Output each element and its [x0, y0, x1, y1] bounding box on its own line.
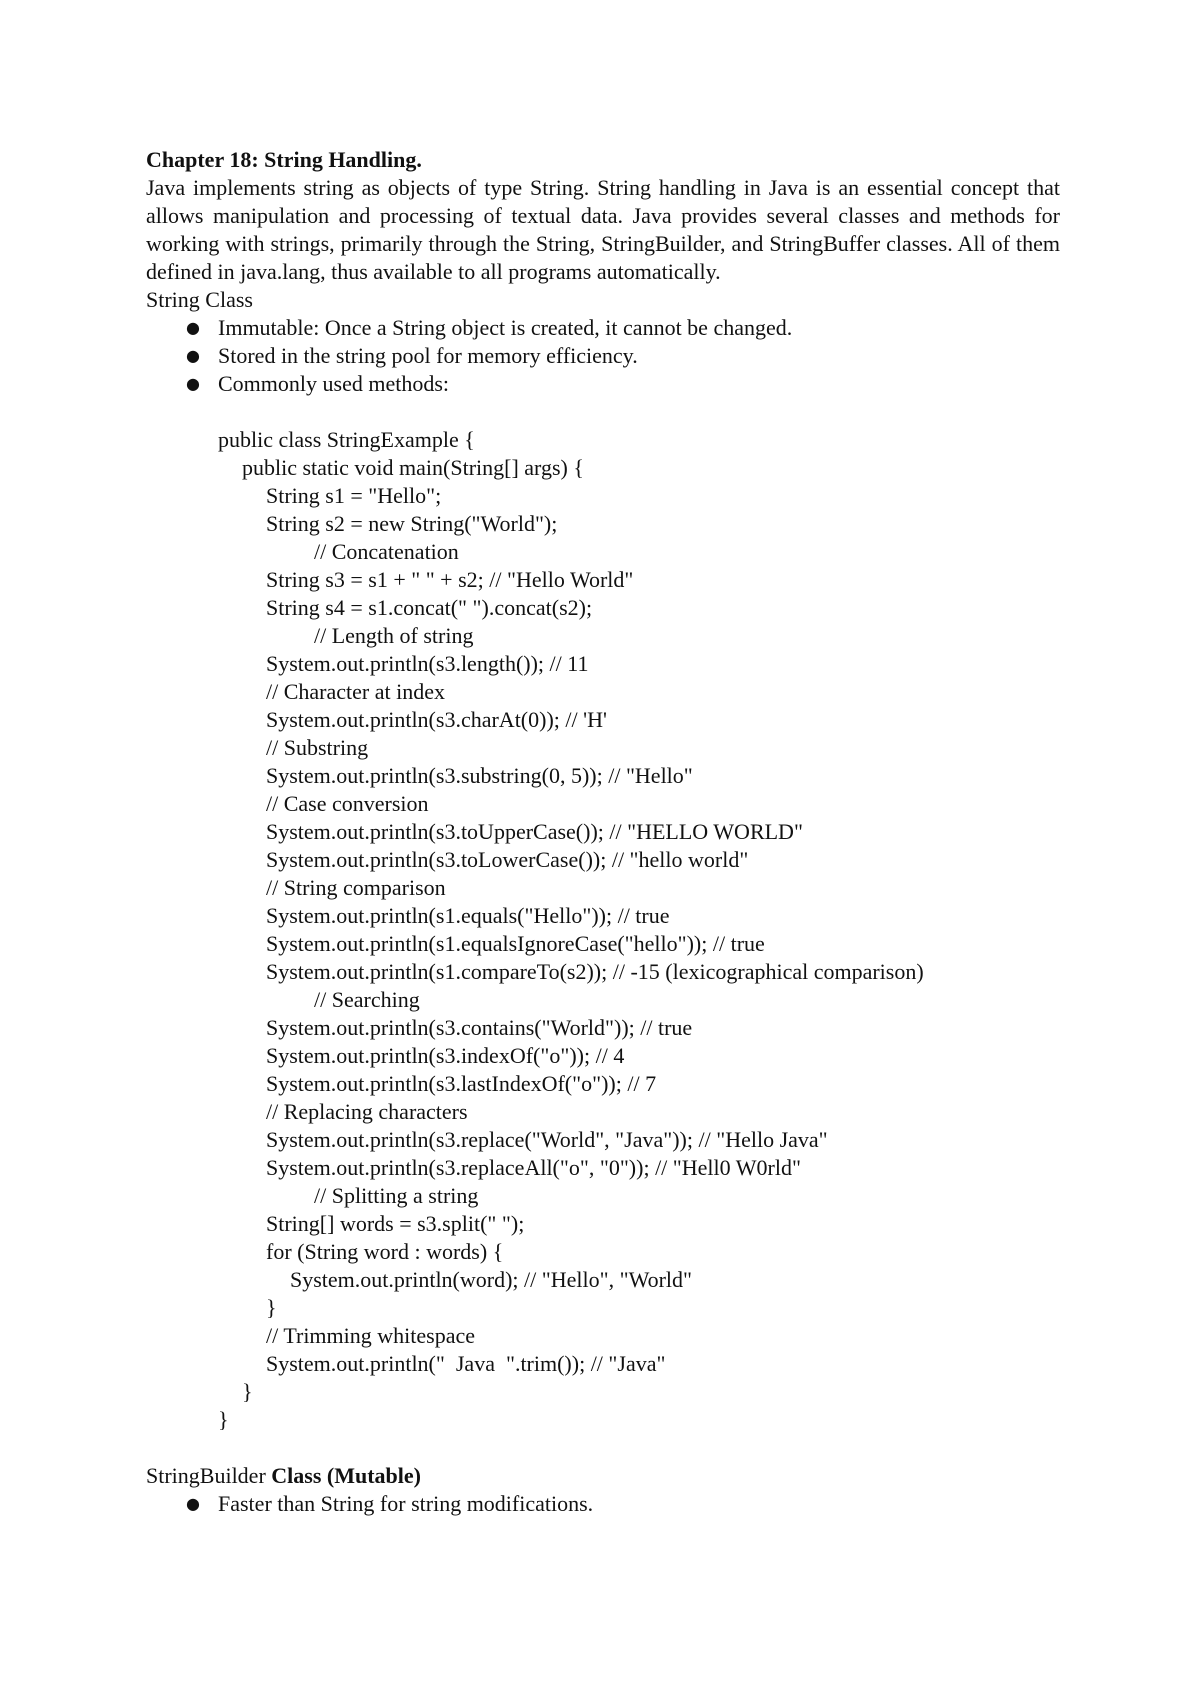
- document-content: [146, 146, 1060, 1518]
- bullet-item: [146, 1490, 1060, 1518]
- code-line: String[] words = s3.split(" ");: [266, 1211, 525, 1236]
- intro-paragraph: Java implements string as objects of type String. String handling in Java is an essential concept that allows manipulation and processing of textual data. Java provides several classes and methods for working with strings, primarily through the String, StringBuilder, and StringBuffer classes. All of them defined in java.lang, thus available to all programs automatically.: [146, 175, 1060, 284]
- code-example: [146, 426, 1060, 1434]
- code-line: // Splitting a string: [314, 1183, 479, 1208]
- bullet-icon: ●: [186, 318, 200, 337]
- bullet-item: [146, 370, 1060, 398]
- code-line: public static void main(String[] args) {: [242, 455, 584, 480]
- code-line: String s3 = s1 + " " + s2; // "Hello World": [266, 567, 634, 592]
- code-line: System.out.println(s3.length()); // 11: [266, 651, 589, 676]
- code-line: System.out.println(s1.equalsIgnoreCase("hello")); // true: [266, 931, 765, 956]
- code-line: // Character at index: [266, 679, 445, 704]
- stringbuilder-heading-bold: Class (Mutable): [271, 1463, 421, 1488]
- code-line: }: [266, 1295, 277, 1320]
- code-line: // Searching: [314, 987, 420, 1012]
- code-line: // Trimming whitespace: [266, 1323, 475, 1348]
- code-line: System.out.println(s3.replaceAll("o", "0")); // "Hell0 W0rld": [266, 1155, 801, 1180]
- code-line: String s1 = "Hello";: [266, 483, 442, 508]
- string-class-heading: String Class: [146, 287, 253, 312]
- code-line: System.out.println(s3.toUpperCase()); // "HELLO WORLD": [266, 819, 803, 844]
- bullet-icon: ●: [186, 346, 200, 365]
- code-line: System.out.println(s3.lastIndexOf("o")); // 7: [266, 1071, 657, 1096]
- bullet-item: [146, 342, 1060, 370]
- code-line: // Length of string: [314, 623, 474, 648]
- stringbuilder-bullet-list: [146, 1490, 1060, 1518]
- bullet-text: Commonly used methods:: [218, 371, 449, 396]
- code-line: }: [242, 1379, 253, 1404]
- bullet-item: [146, 314, 1060, 342]
- code-line: System.out.println(word); // "Hello", "World": [290, 1267, 693, 1292]
- bullet-text: Stored in the string pool for memory efficiency.: [218, 343, 638, 368]
- code-line: System.out.println(s3.indexOf("o")); // 4: [266, 1043, 625, 1068]
- bullet-icon: ●: [186, 1494, 200, 1513]
- code-line: System.out.println(s3.replace("World", "Java")); // "Hello Java": [266, 1127, 828, 1152]
- code-line: // String comparison: [266, 875, 446, 900]
- code-line: String s2 = new String("World");: [266, 511, 558, 536]
- code-line: System.out.println(s3.substring(0, 5)); // "Hello": [266, 763, 693, 788]
- code-line: }: [218, 1407, 229, 1432]
- bullet-icon: ●: [186, 374, 200, 393]
- code-line: System.out.println(s1.compareTo(s2)); // -15 (lexicographical comparison): [266, 959, 924, 984]
- stringbuilder-heading-plain: StringBuilder: [146, 1463, 272, 1488]
- stringbuilder-heading: [146, 1462, 1060, 1490]
- chapter-title: Chapter 18: String Handling.: [146, 147, 422, 172]
- code-line: System.out.println(" Java ".trim()); // "Java": [266, 1351, 666, 1376]
- code-line: System.out.println(s3.charAt(0)); // 'H': [266, 707, 607, 732]
- bullet-text: Immutable: Once a String object is created, it cannot be changed.: [218, 315, 793, 340]
- code-line: for (String word : words) {: [266, 1239, 504, 1264]
- code-line: public class StringExample {: [218, 427, 475, 452]
- code-line: // Replacing characters: [266, 1099, 468, 1124]
- code-line: // Case conversion: [266, 791, 429, 816]
- code-line: // Substring: [266, 735, 369, 760]
- code-line: System.out.println(s3.toLowerCase()); // "hello world": [266, 847, 749, 872]
- code-line: // Concatenation: [314, 539, 459, 564]
- paragraph-spacer: [146, 1434, 1060, 1462]
- bullet-text: Faster than String for string modifications.: [218, 1491, 594, 1516]
- string-class-bullet-list: [146, 314, 1060, 398]
- code-line: String s4 = s1.concat(" ").concat(s2);: [266, 595, 593, 620]
- code-line: System.out.println(s1.equals("Hello")); // true: [266, 903, 670, 928]
- code-line: System.out.println(s3.contains("World")); // true: [266, 1015, 693, 1040]
